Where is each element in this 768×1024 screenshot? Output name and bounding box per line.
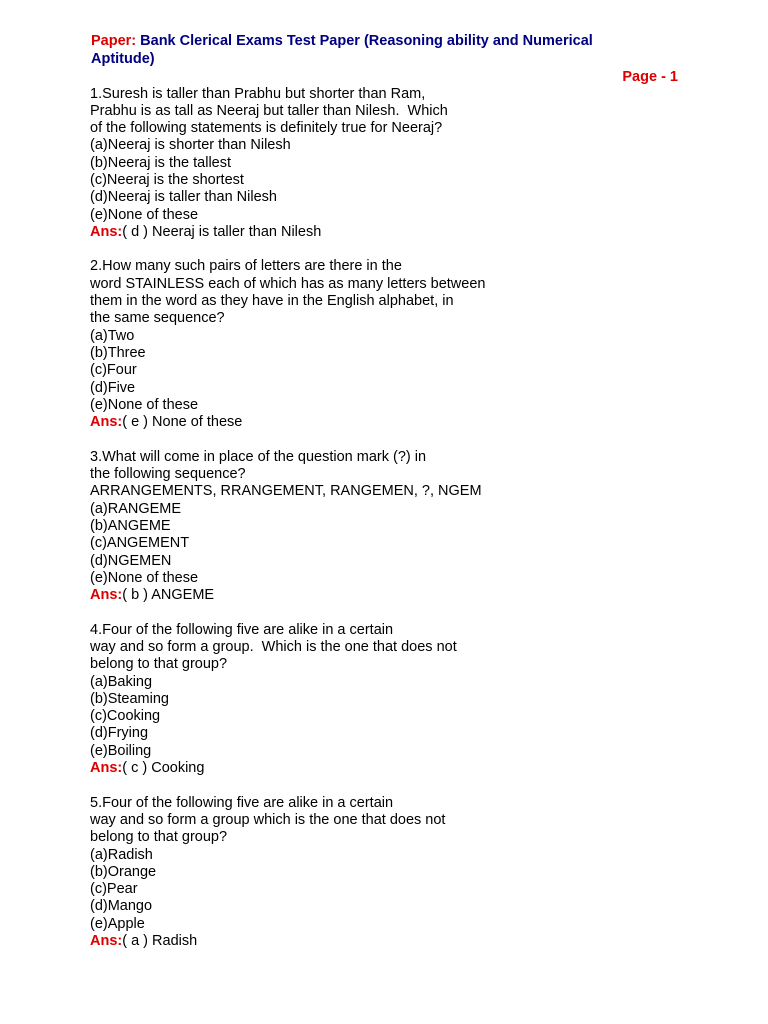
answer-option: (b)Orange xyxy=(90,863,157,880)
question-block xyxy=(90,622,690,778)
answer-label: Ans: xyxy=(90,223,123,240)
answer-option: (c)Neeraj is the shortest xyxy=(90,171,244,188)
paper-label: Paper: xyxy=(91,33,137,49)
answer-label: Ans: xyxy=(90,414,123,431)
question-text-line: ARRANGEMENTS, RRANGEMENT, RANGEMEN, ?, NGEM xyxy=(90,483,482,500)
answer-line xyxy=(90,760,690,777)
page-number: Page - 1 xyxy=(622,69,678,85)
answer-option: (b)Neeraj is the tallest xyxy=(90,154,232,171)
paper-title-line1: Bank Clerical Exams Test Paper (Reasoning ability and Numerical xyxy=(136,33,593,49)
answer-option: (d)Five xyxy=(90,379,136,396)
question-spacer xyxy=(90,241,690,258)
answer-option: (c)Four xyxy=(90,362,137,379)
question-spacer xyxy=(90,431,690,448)
question-text-line: belong to that group? xyxy=(90,656,228,673)
question-block xyxy=(90,795,690,951)
question-block xyxy=(90,449,690,605)
answer-option: (d)NGEMEN xyxy=(90,552,172,569)
paper-header xyxy=(91,33,651,68)
answer-option: (e)None of these xyxy=(90,569,199,586)
paper-title-line2: Aptitude) xyxy=(91,50,155,67)
answer-option: (e)Apple xyxy=(90,915,145,932)
answer-text: ( d ) Neeraj is taller than Nilesh xyxy=(122,223,322,240)
answer-option: (b)ANGEME xyxy=(90,517,171,534)
question-text-line: way and so form a group. Which is the one that does not xyxy=(90,639,457,655)
answer-option: (e)None of these xyxy=(90,206,199,223)
question-text-line: way and so form a group which is the one that does not xyxy=(90,811,446,828)
answer-option: (b)Three xyxy=(90,344,146,361)
answer-option: (d)Mango xyxy=(90,898,153,915)
answer-option: (d)Neeraj is taller than Nilesh xyxy=(90,189,277,206)
answer-option: (a)Radish xyxy=(90,846,153,863)
question-block xyxy=(90,86,690,242)
answer-text: ( b ) ANGEME xyxy=(122,587,215,604)
answer-line xyxy=(90,587,690,604)
answer-option: (a)Baking xyxy=(90,673,153,690)
question-text-line: 1.Suresh is taller than Prabhu but shorter than Ram, xyxy=(90,85,426,102)
answer-line xyxy=(90,224,690,241)
question-text-line: them in the word as they have in the English alphabet, in xyxy=(90,293,454,310)
answer-text: ( e ) None of these xyxy=(122,414,243,431)
answer-text: ( c ) Cooking xyxy=(122,760,205,777)
answer-line xyxy=(90,933,690,950)
answer-option: (a)Neeraj is shorter than Nilesh xyxy=(90,137,291,154)
answer-option: (c)Cooking xyxy=(90,708,161,725)
answer-line xyxy=(90,414,690,431)
answer-option: (c)Pear xyxy=(90,881,138,898)
answer-label: Ans: xyxy=(90,587,123,604)
answer-option: (b)Steaming xyxy=(90,690,169,707)
question-text-line: 2.How many such pairs of letters are there in the xyxy=(90,258,402,275)
question-text-line: word STAINLESS each of which has as many letters between xyxy=(90,275,486,292)
question-text-line: 5.Four of the following five are alike in a certain xyxy=(90,794,394,811)
question-block xyxy=(90,258,690,431)
answer-option: (d)Frying xyxy=(90,725,149,742)
answer-option: (e)None of these xyxy=(90,396,199,413)
question-list xyxy=(90,86,690,951)
answer-option: (c)ANGEMENT xyxy=(90,535,190,552)
answer-label: Ans: xyxy=(90,933,123,950)
question-text-line: belong to that group? xyxy=(90,829,228,846)
answer-option: (a)Two xyxy=(90,327,135,344)
question-text-line: Prabhu is as tall as Neeraj but taller than Nilesh. Which xyxy=(90,102,448,119)
question-text-line: 3.What will come in place of the question mark (?) in xyxy=(90,448,427,465)
question-text-line: the same sequence? xyxy=(90,310,225,327)
question-text-line: of the following statements is definitely true for Neeraj? xyxy=(90,120,443,137)
question-spacer xyxy=(90,777,690,794)
question-spacer xyxy=(90,604,690,621)
question-text-line: 4.Four of the following five are alike in a certain xyxy=(90,621,394,638)
answer-text: ( a ) Radish xyxy=(122,933,198,950)
answer-label: Ans: xyxy=(90,760,123,777)
answer-option: (e)Boiling xyxy=(90,742,152,759)
question-text-line: the following sequence? xyxy=(90,466,246,483)
answer-option: (a)RANGEME xyxy=(90,500,182,517)
